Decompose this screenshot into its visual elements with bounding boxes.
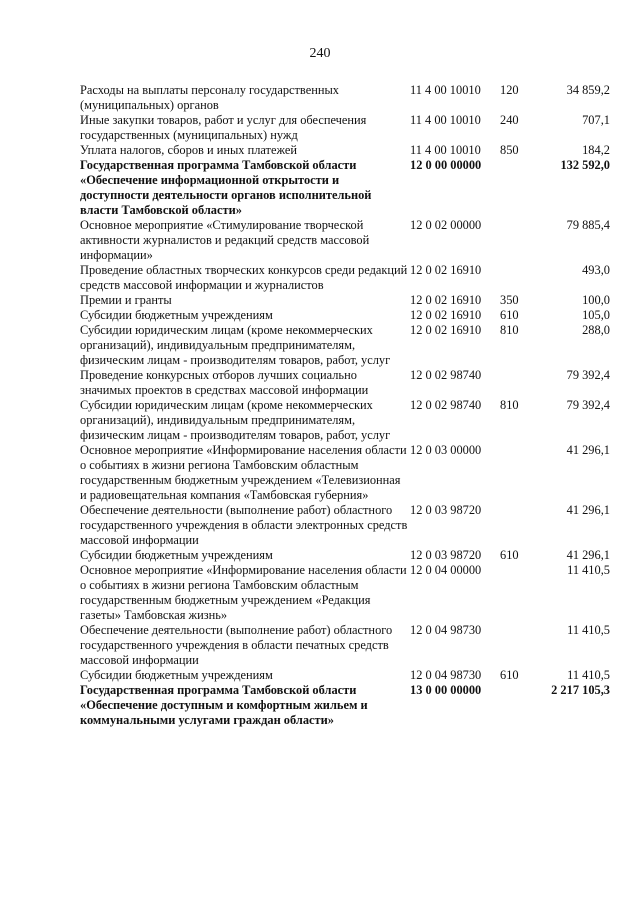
row-amount: 11 410,5 <box>567 563 610 577</box>
row-name: Государственная программа Тамбовской области «Обеспечение доступным и комфортным жильем и коммунальными услугами граждан области» <box>80 683 368 727</box>
table-row <box>80 263 610 293</box>
row-amount: 11 410,5 <box>567 668 610 682</box>
row-expense-type: 240 <box>500 113 519 127</box>
table-row <box>80 443 610 503</box>
row-expense-type: 610 <box>500 308 519 322</box>
table-row <box>80 368 610 398</box>
row-name: Субсидии бюджетным учреждениям <box>80 308 273 322</box>
row-amount: 707,1 <box>582 113 610 127</box>
row-amount: 79 392,4 <box>566 398 610 412</box>
table-row <box>80 563 610 623</box>
row-expense-type <box>500 263 540 293</box>
row-code: 11 4 00 10010 <box>410 143 481 157</box>
row-expense-type: 350 <box>500 293 519 307</box>
row-expense-type <box>500 368 540 398</box>
row-expense-type <box>500 158 540 218</box>
table-row <box>80 323 610 368</box>
row-amount: 288,0 <box>582 323 610 337</box>
row-code: 12 0 04 98730 <box>410 623 482 637</box>
row-expense-type: 610 <box>500 668 519 682</box>
table-row <box>80 398 610 443</box>
row-amount: 11 410,5 <box>567 623 610 637</box>
row-name: Обеспечение деятельности (выполнение работ) областного государственного учреждения в области электронных средств массовой информации <box>80 503 408 547</box>
row-code: 12 0 03 98720 <box>410 503 482 517</box>
row-amount: 41 296,1 <box>566 443 610 457</box>
row-expense-type: 810 <box>500 398 519 412</box>
row-code: 11 4 00 10010 <box>410 83 481 97</box>
row-expense-type <box>500 503 540 548</box>
row-code: 12 0 02 00000 <box>410 218 482 232</box>
row-amount: 79 885,4 <box>566 218 610 232</box>
row-code: 12 0 02 16910 <box>410 323 482 337</box>
table-row <box>80 113 610 143</box>
row-amount: 105,0 <box>582 308 610 322</box>
row-code: 12 0 04 98730 <box>410 668 482 682</box>
table-row <box>80 503 610 548</box>
table-row <box>80 293 610 308</box>
row-name: Субсидии бюджетным учреждениям <box>80 548 273 562</box>
row-name: Премии и гранты <box>80 293 172 307</box>
table-row <box>80 83 610 113</box>
row-amount: 41 296,1 <box>566 548 610 562</box>
row-name: Основное мероприятие «Стимулирование творческой активности журналистов и редакций средств массовой информации» <box>80 218 370 262</box>
row-code: 12 0 00 00000 <box>410 158 482 172</box>
row-code: 12 0 02 16910 <box>410 263 482 277</box>
row-code: 12 0 04 00000 <box>410 563 482 577</box>
table-row <box>80 308 610 323</box>
row-expense-type <box>500 683 540 728</box>
row-name: Основное мероприятие «Информирование населения области о событиях в жизни региона Тамбовским областным государственным бюджетным учреждением «Телевизионная и радиовещательная компания «Тамбовская губерния» <box>80 443 407 502</box>
row-amount: 184,2 <box>582 143 610 157</box>
table-row <box>80 548 610 563</box>
row-code: 12 0 02 98740 <box>410 368 482 382</box>
row-name: Проведение конкурсных отборов лучших социально значимых проектов в средствах массовой информации <box>80 368 369 397</box>
row-amount: 79 392,4 <box>566 368 610 382</box>
row-amount: 34 859,2 <box>566 83 610 97</box>
row-code: 12 0 02 16910 <box>410 308 482 322</box>
row-expense-type: 850 <box>500 143 519 157</box>
table-row <box>80 683 610 728</box>
row-name: Субсидии юридическим лицам (кроме некоммерческих организаций), индивидуальным предпринимателям, физическим лицам - производителям товаров, работ, услуг <box>80 323 391 367</box>
table-row <box>80 668 610 683</box>
row-expense-type <box>500 623 540 668</box>
row-name: Обеспечение деятельности (выполнение работ) областного государственного учреждения в области печатных средств массовой информации <box>80 623 393 667</box>
table-row <box>80 218 610 263</box>
row-expense-type <box>500 218 540 263</box>
row-amount: 41 296,1 <box>566 503 610 517</box>
row-code: 12 0 02 16910 <box>410 293 482 307</box>
row-amount: 2 217 105,3 <box>551 683 610 697</box>
row-name: Уплата налогов, сборов и иных платежей <box>80 143 298 157</box>
row-amount: 100,0 <box>582 293 610 307</box>
row-code: 13 0 00 00000 <box>410 683 482 697</box>
table-row <box>80 623 610 668</box>
row-name: Субсидии юридическим лицам (кроме некоммерческих организаций), индивидуальным предпринимателям, физическим лицам - производителям товаров, работ, услуг <box>80 398 391 442</box>
row-expense-type: 120 <box>500 83 519 97</box>
row-code: 12 0 03 98720 <box>410 548 482 562</box>
table-row <box>80 158 610 218</box>
row-code: 12 0 02 98740 <box>410 398 482 412</box>
row-amount: 493,0 <box>582 263 610 277</box>
row-expense-type <box>500 563 540 623</box>
page-number: 240 <box>309 46 331 61</box>
budget-table <box>80 83 610 728</box>
row-name: Государственная программа Тамбовской области «Обеспечение информационной открытости и доступности деятельности органов исполнительной власти Тамбовской области» <box>80 158 372 217</box>
row-name: Основное мероприятие «Информирование населения области о событиях в жизни региона Тамбовским областным государственным бюджетным учреждением «Редакция газеты» Тамбовская жизнь» <box>80 563 407 622</box>
row-expense-type <box>500 443 540 503</box>
row-expense-type: 810 <box>500 323 519 337</box>
row-expense-type: 610 <box>500 548 519 562</box>
table-row <box>80 143 610 158</box>
row-code: 12 0 03 00000 <box>410 443 482 457</box>
row-name: Расходы на выплаты персоналу государственных (муниципальных) органов <box>80 83 339 112</box>
row-code: 11 4 00 10010 <box>410 113 481 127</box>
row-name: Субсидии бюджетным учреждениям <box>80 668 273 682</box>
row-amount: 132 592,0 <box>560 158 610 172</box>
row-name: Иные закупки товаров, работ и услуг для обеспечения государственных (муниципальных) нужд <box>80 113 367 142</box>
row-name: Проведение областных творческих конкурсов среди редакций средств массовой информации и журналистов <box>80 263 408 292</box>
